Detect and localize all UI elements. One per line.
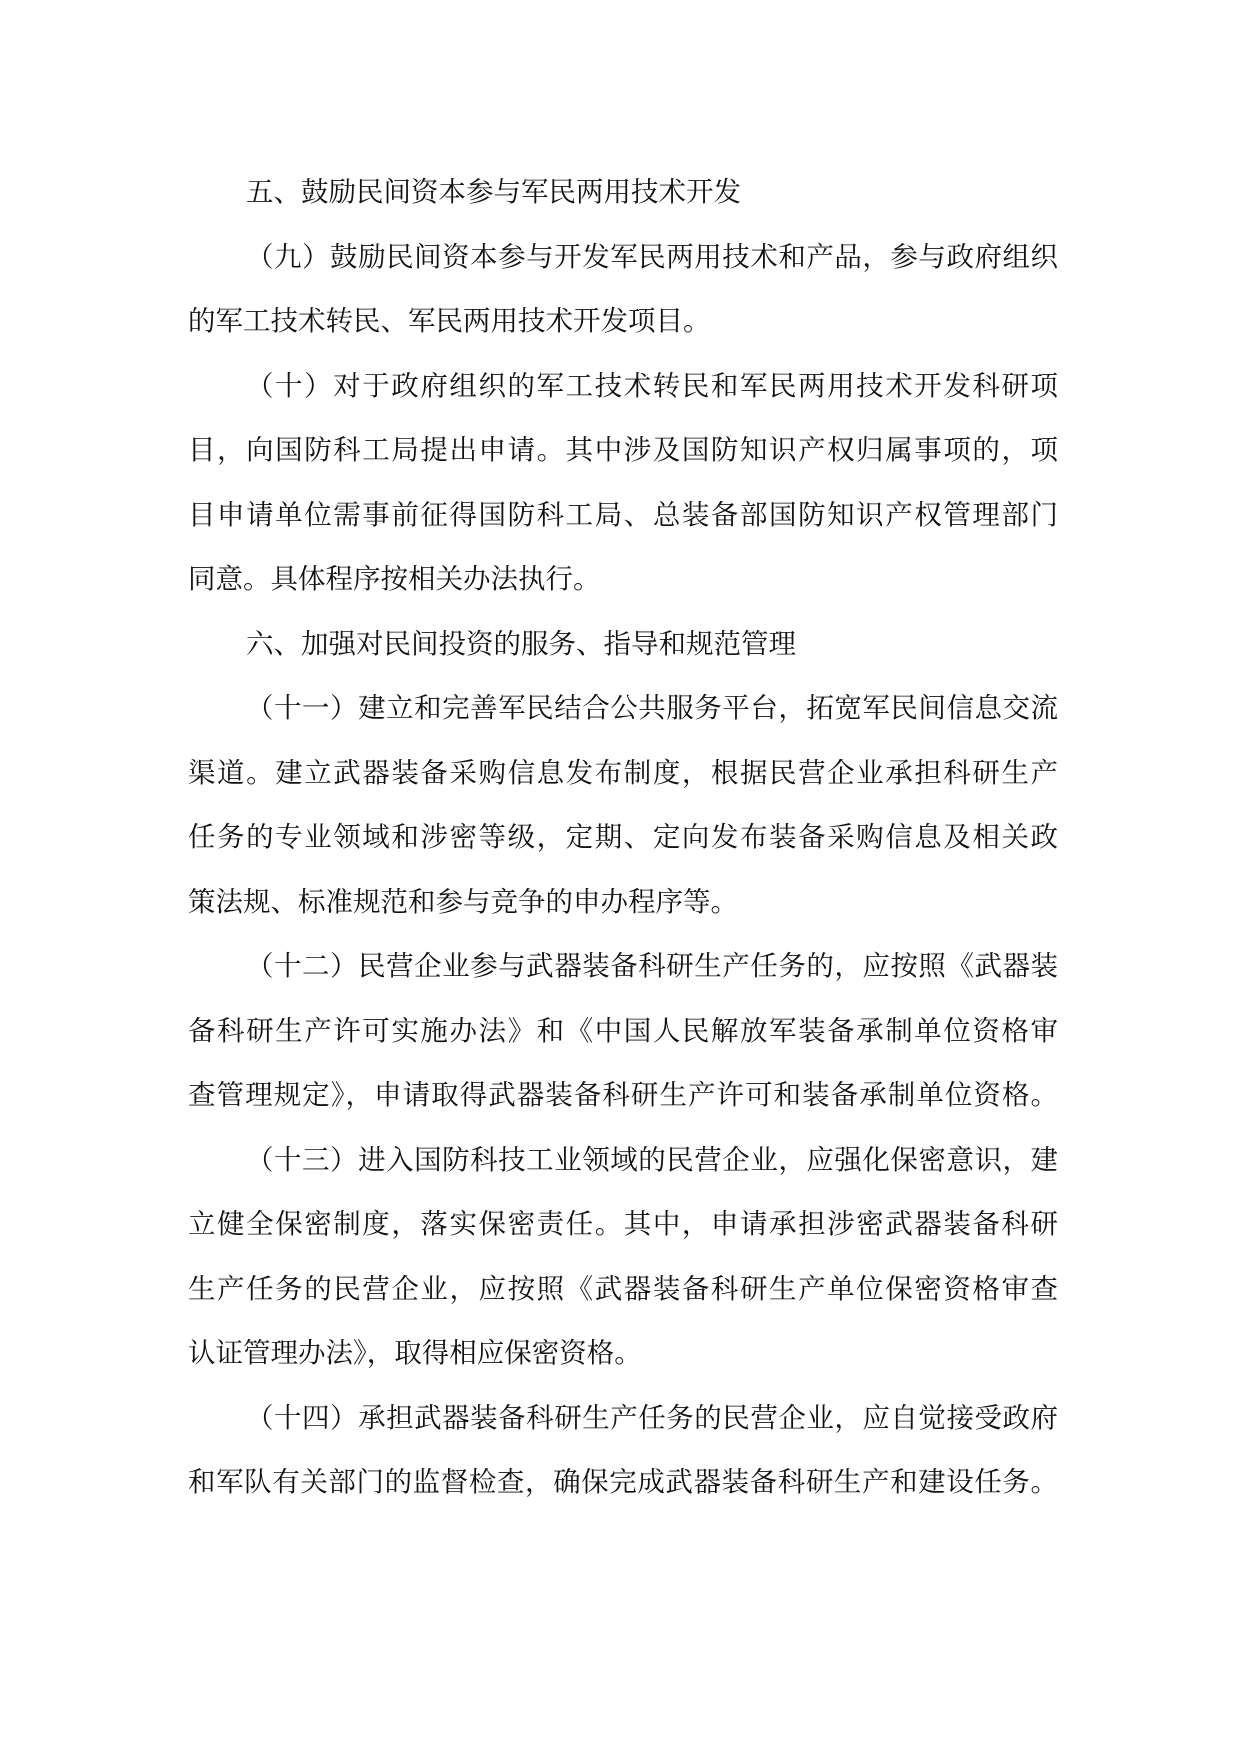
paragraph-line: （九）鼓励民间资本参与开发军民两用技术和产品，参与政府组织 [246,240,1058,273]
paragraph-line: 认证管理办法》，取得相应保密资格。 [188,1337,642,1369]
paragraph-line: 的军工技术转民、军民两用技术开发项目。 [188,305,711,337]
paragraph-13 [188,1128,1058,1386]
paragraph-line: （十三）进入国防科技工业领域的民营企业，应强化保密意识，建 [246,1143,1058,1176]
paragraph-14 [188,1386,1058,1515]
paragraph-line: 渠道。建立武器装备采购信息发布制度，根据民营企业承担科研生产 [188,756,1058,789]
paragraph-line: 立健全保密制度，落实保密责任。其中，申请承担涉密武器装备科研 [188,1208,1058,1240]
paragraph-line: 和军队有关部门的监督检查，确保完成武器装备科研生产和建设任务。 [188,1466,1058,1498]
paragraph-line: （十四）承担武器装备科研生产任务的民营企业，应自觉接受政府 [246,1401,1058,1434]
paragraph-line: （十二）民营企业参与武器装备科研生产任务的，应按照《武器装 [246,950,1058,982]
section-heading-5: 五、鼓励民间资本参与军民两用技术开发 [246,176,741,208]
paragraph-9 [188,225,1058,354]
paragraph-line: 查管理规定》，申请取得武器装备科研生产许可和装备承制单位资格。 [188,1079,1058,1111]
paragraph-line: 目，向国防科工局提出申请。其中涉及国防知识产权归属事项的，项 [188,434,1058,466]
paragraph-line: （十一）建立和完善军民结合公共服务平台，拓宽军民间信息交流 [246,692,1058,724]
paragraph-line: 任务的专业领域和涉密等级，定期、定向发布装备采购信息及相关政 [188,821,1058,853]
paragraph-line: 生产任务的民营企业，应按照《武器装备科研生产单位保密资格审查 [188,1272,1058,1305]
document-page [188,160,1058,1515]
paragraph-11 [188,676,1058,934]
paragraph-line: 同意。具体程序按相关办法执行。 [188,563,601,595]
paragraph-line: 目申请单位需事前征得国防科工局、总装备部国防知识产权管理部门 [188,498,1058,531]
section-heading-6: 六、加强对民间投资的服务、指导和规范管理 [246,627,796,660]
paragraph-10 [188,354,1058,612]
paragraph-line: （十）对于政府组织的军工技术转民和军民两用技术开发科研项 [246,369,1058,402]
paragraph-12 [188,934,1058,1128]
paragraph-line: 备科研生产许可实施办法》和《中国人民解放军装备承制单位资格审 [188,1014,1058,1047]
paragraph-line: 策法规、标准规范和参与竞争的申办程序等。 [188,885,738,918]
